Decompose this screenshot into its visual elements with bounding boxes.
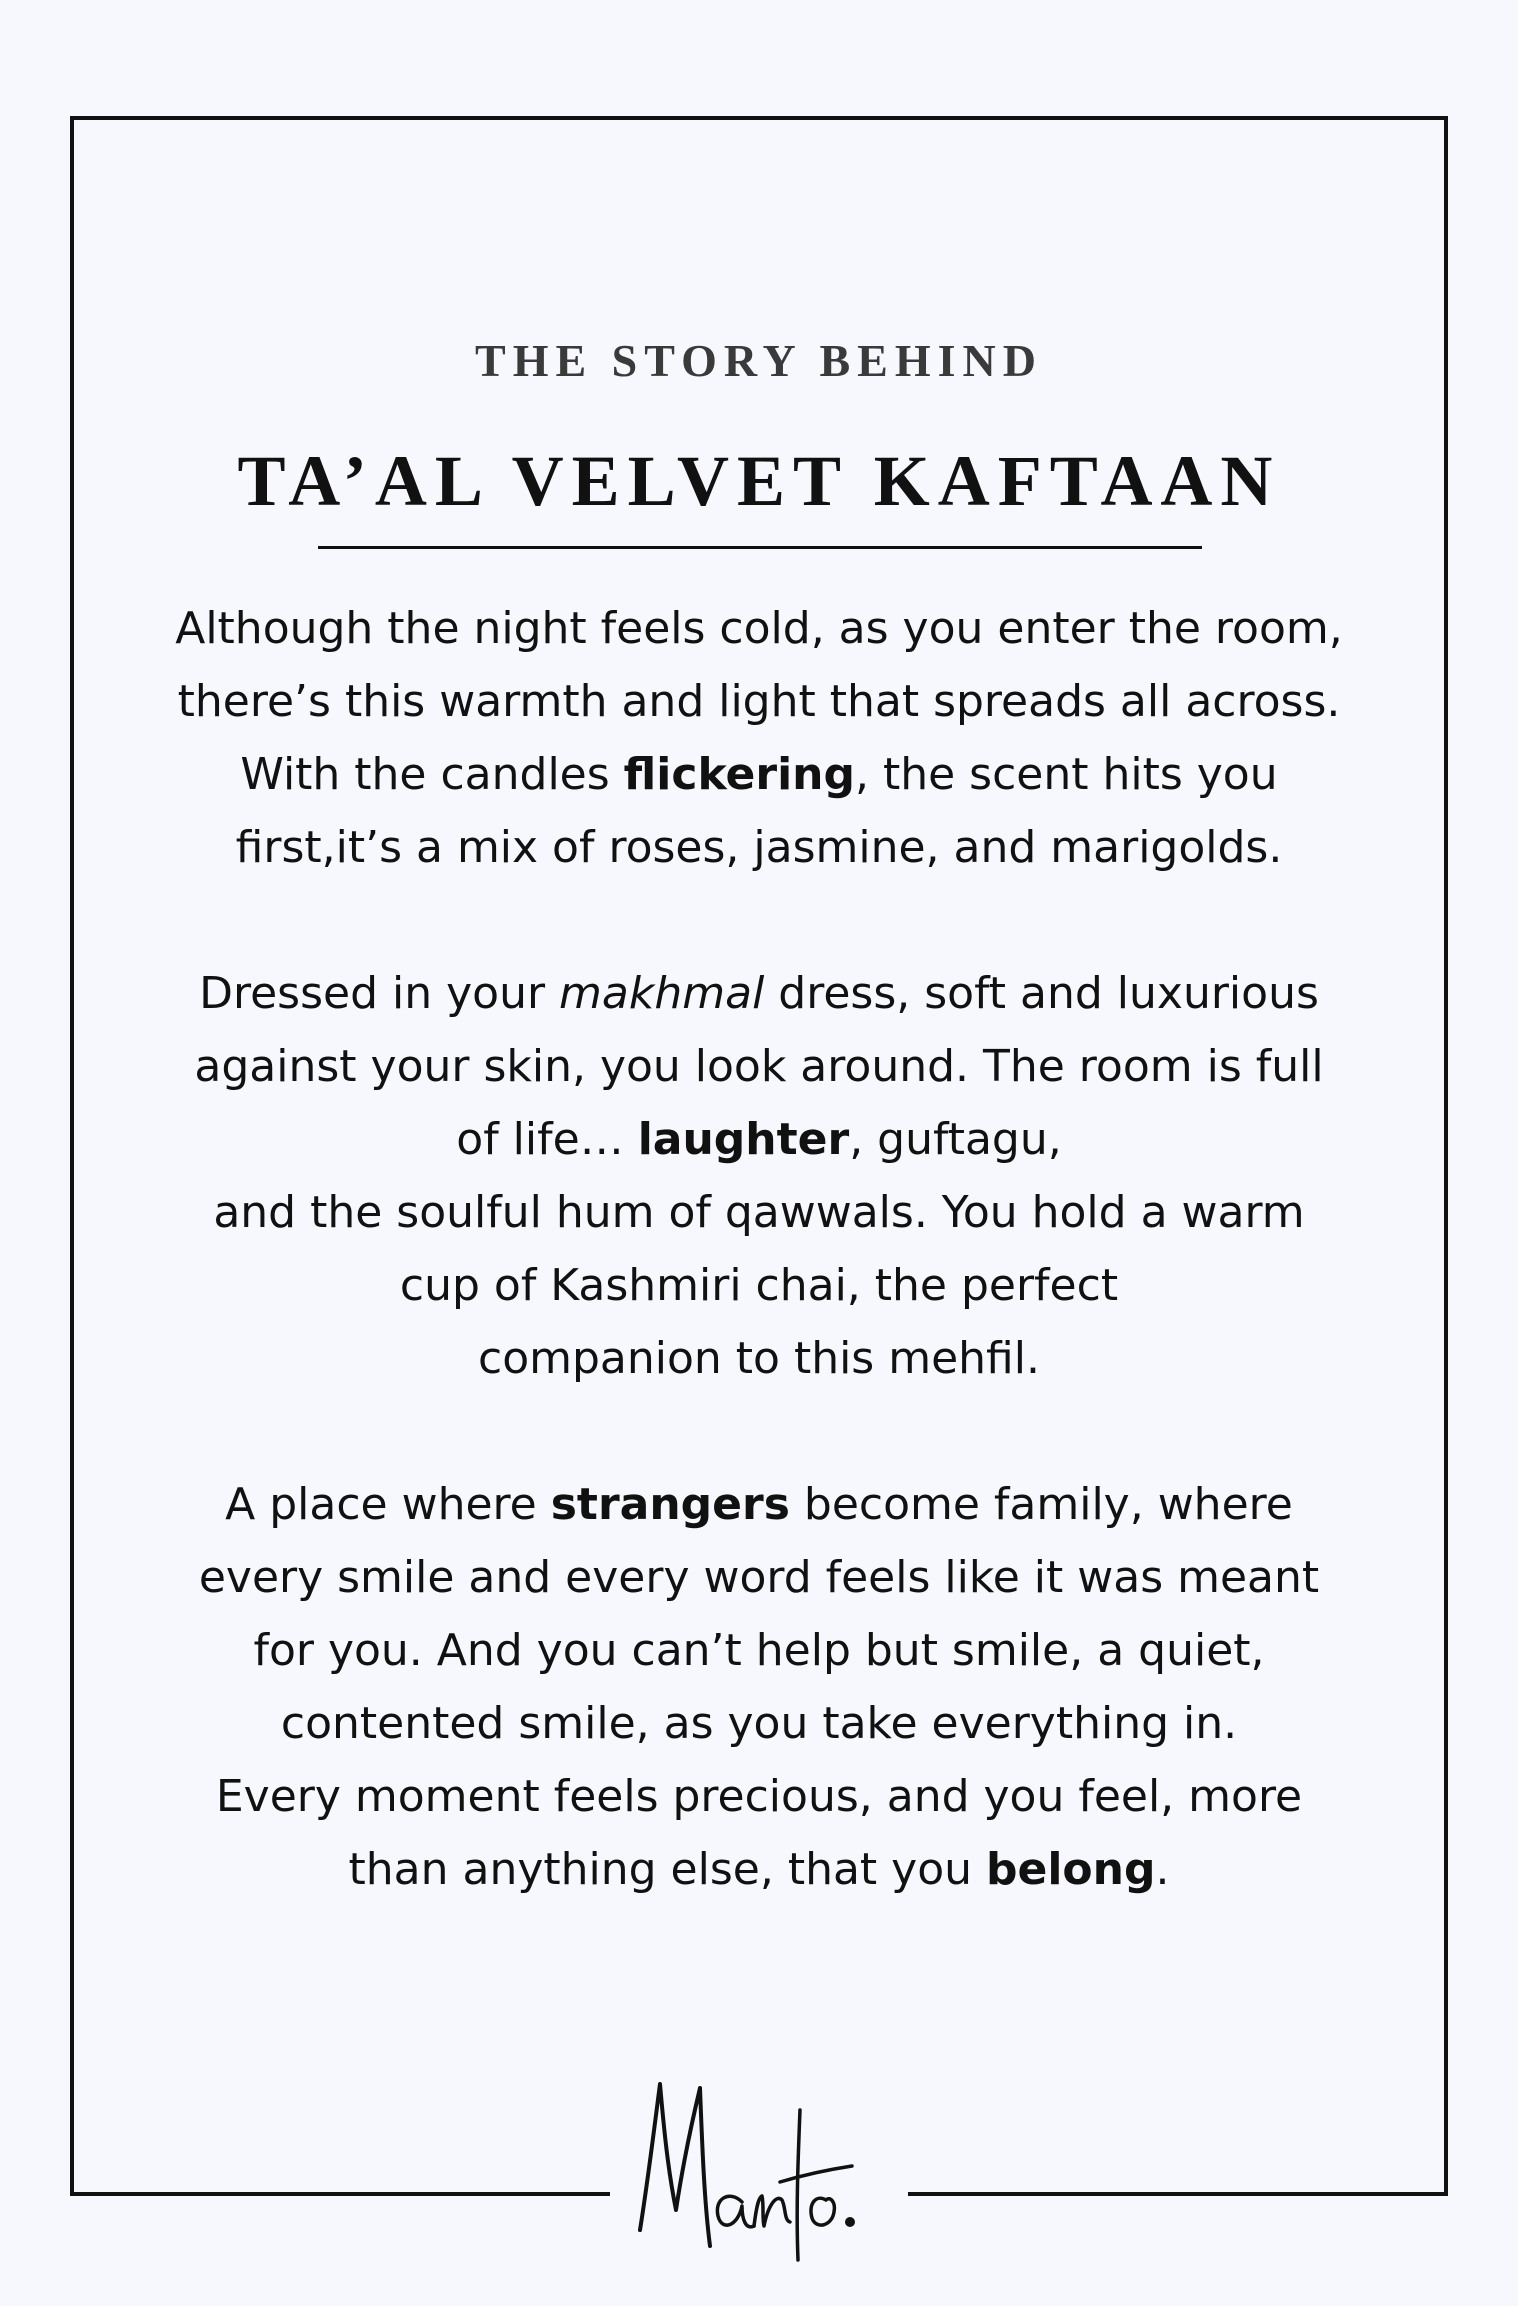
story-text-run: than anything else, that you xyxy=(348,1844,986,1895)
signature-logo-drawing xyxy=(630,2070,890,2270)
story-text-run: against your skin, you look around. The room is full xyxy=(194,1041,1324,1092)
story-text-run: become family, where xyxy=(789,1479,1293,1530)
emphasis-laughter: laughter xyxy=(637,1114,850,1165)
story-text-run: Dressed in your xyxy=(199,968,560,1019)
story-text xyxy=(140,592,1378,1906)
story-text-run: . xyxy=(1155,1844,1170,1895)
story-text-run: With the candles xyxy=(240,749,624,800)
story-paragraph-2 xyxy=(140,957,1378,1395)
story-paragraph-1 xyxy=(140,592,1378,884)
eyebrow-heading: THE STORY BEHIND xyxy=(475,335,1043,386)
title-divider xyxy=(318,546,1202,549)
story-paragraph-3 xyxy=(140,1468,1378,1906)
emphasis-makhmal: makhmal xyxy=(559,968,765,1019)
story-text-run: cup of Kashmiri chai, the perfect xyxy=(399,1260,1119,1311)
story-text-run: , guftagu, xyxy=(849,1114,1062,1165)
story-text-run: A place where xyxy=(225,1479,551,1530)
story-text-run: dress, soft and luxurious xyxy=(764,968,1319,1019)
story-text-run: every smile and every word feels like it was meant xyxy=(198,1552,1320,1603)
story-text-run: there’s this warmth and light that spreads all across. xyxy=(177,676,1341,727)
story-text-run: and the soulful hum of qawwals. You hold a warm xyxy=(213,1187,1305,1238)
emphasis-flickering: flickering xyxy=(623,749,855,800)
border-frame-bottom-right xyxy=(908,2192,1448,2196)
emphasis-strangers: strangers xyxy=(550,1479,790,1530)
story-text-run: companion to this mehfil. xyxy=(478,1333,1040,1384)
signature-logo xyxy=(630,2070,890,2270)
story-text-run: , the scent hits you xyxy=(854,749,1278,800)
story-text-run: contented smile, as you take everything in. xyxy=(280,1698,1238,1749)
border-frame-bottom-left xyxy=(70,2192,610,2196)
story-text-run: of life… xyxy=(456,1114,638,1165)
story-text-run: for you. And you can’t help but smile, a quiet, xyxy=(253,1625,1265,1676)
page-title: TA’AL VELVET KAFTAAN xyxy=(237,441,1281,521)
story-text-run: first,it’s a mix of roses, jasmine, and marigolds. xyxy=(235,822,1283,873)
story-text-run: Every moment feels precious, and you feel, more xyxy=(215,1771,1303,1822)
emphasis-belong: belong xyxy=(986,1844,1156,1895)
story-text-run: Although the night feels cold, as you enter the room, xyxy=(175,603,1343,654)
